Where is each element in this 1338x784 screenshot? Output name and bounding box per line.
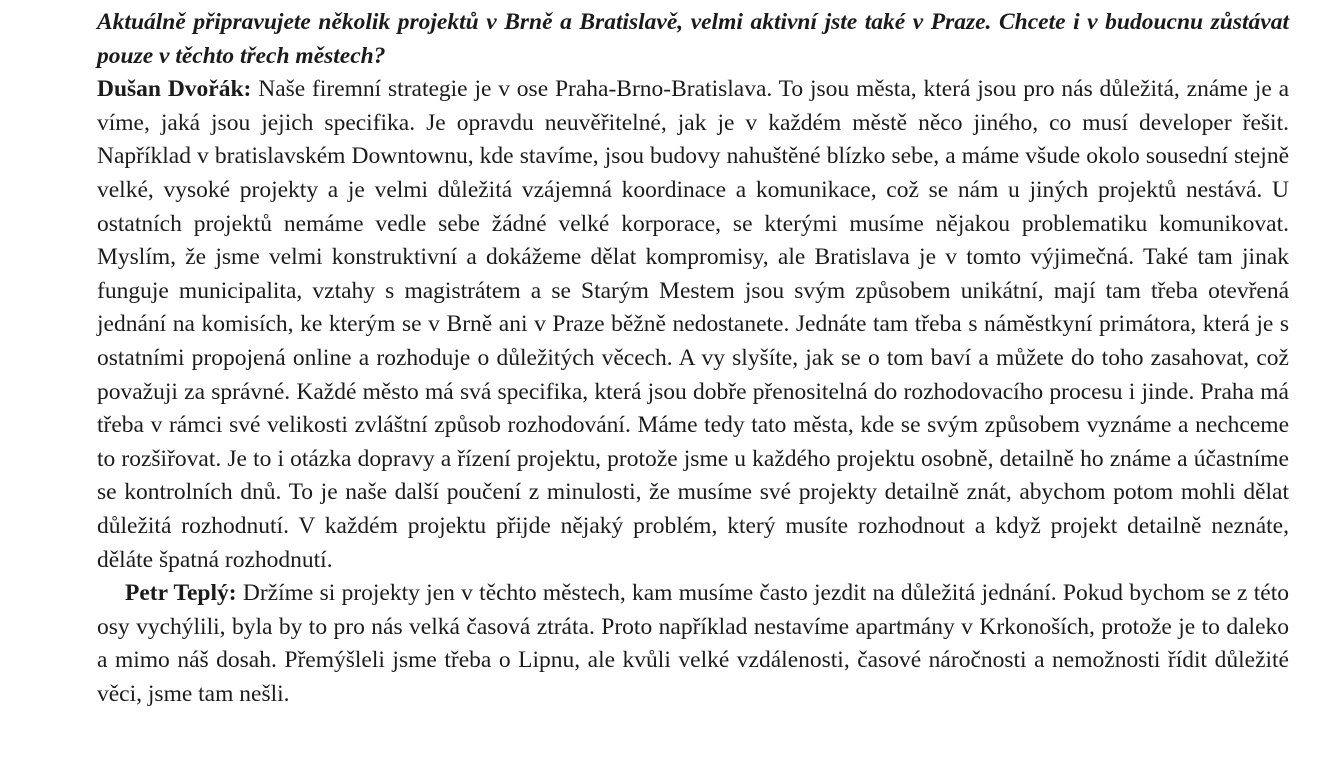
answer-paragraph-teply: [97, 577, 1289, 711]
document-page: [97, 6, 1289, 711]
speaker-name: Dušan Dvořák:: [97, 76, 252, 103]
answer-text: Držíme si projekty jen v těchto městech, kam musíme často jezdit na důležitá jednání. Pokud bychom se z této osy vychýlili, byla by to pro nás velká časová ztráta. Proto například nestavíme apartmány v Krkonoších, protože je to daleko a mimo náš dosah. Přemýšleli jsme třeba o Lipnu, ale kvůli velké vzdálenosti, časové náročnosti a nemožnosti řídit důležité věci, jsme tam nešli.: [97, 580, 1289, 707]
speaker-name: Petr Teplý:: [125, 580, 237, 607]
answer-text: Naše firemní strategie je v ose Praha-Brno-Bratislava. To jsou města, která jsou pro nás důležitá, známe je a víme, jaká jsou jejich specifika. Je opravdu neuvěřitelné, jak je v každém městě něco jiného, co musí developer řešit. Například v bratislavském Downtownu, kde stavíme, jsou budovy nahuštěné blízko sebe, a máme všude okolo sousední stejně velké, vysoké projekty a je velmi důležitá vzájemná koordinace a komunikace, což se nám u jiných projektů nestává. U ostatních projektů nemáme vedle sebe žádné velké korporace, se kterými musíme nějakou problematiku komunikovat. Myslím, že jsme velmi konstruktivní a dokážeme dělat kompromisy, ale Bratislava je v tomto výjimečná. Také tam jinak funguje municipalita, vztahy s magistrátem a se Starým Mestem jsou svým způsobem unikátní, mají tam třeba otevřená jednání na komisích, ke kterým se v Brně ani v Praze běžně nedostanete. Jednáte tam třeba s náměstkyní primátora, která je s ostatními propojená online a rozhoduje o důležitých věcech. A vy slyšíte, jak se o tom baví a můžete do toho zasahovat, což považuji za správné. Každé město má svá specifika, která jsou dobře přenositelná do rozhodovacího procesu i jinde. Praha má třeba v rámci své velikosti zvláštní způsob rozhodování. Máme tedy tato města, kde se svým způsobem vyznáme a nechceme to rozšiřovat. Je to i otázka dopravy a řízení projektu, protože jsme u každého projektu osobně, detailně ho známe a účastníme se kontrolních dnů. To je naše další poučení z minulosti, že musíme své projekty detailně znát, abychom potom mohli dělat důležitá rozhodnutí. V každém projektu přijde nějaký problém, který musíte rozhodnout a když projekt detailně neznáte, děláte špatná rozhodnutí.: [97, 76, 1289, 573]
answer-paragraph-dvorak: [97, 73, 1289, 577]
interview-question: Aktuálně připravujete několik projektů v Brně a Bratislavě, velmi aktivní jste také v Praze. Chcete i v budoucnu zůstávat pouze v těchto třech městech?: [97, 9, 1289, 69]
